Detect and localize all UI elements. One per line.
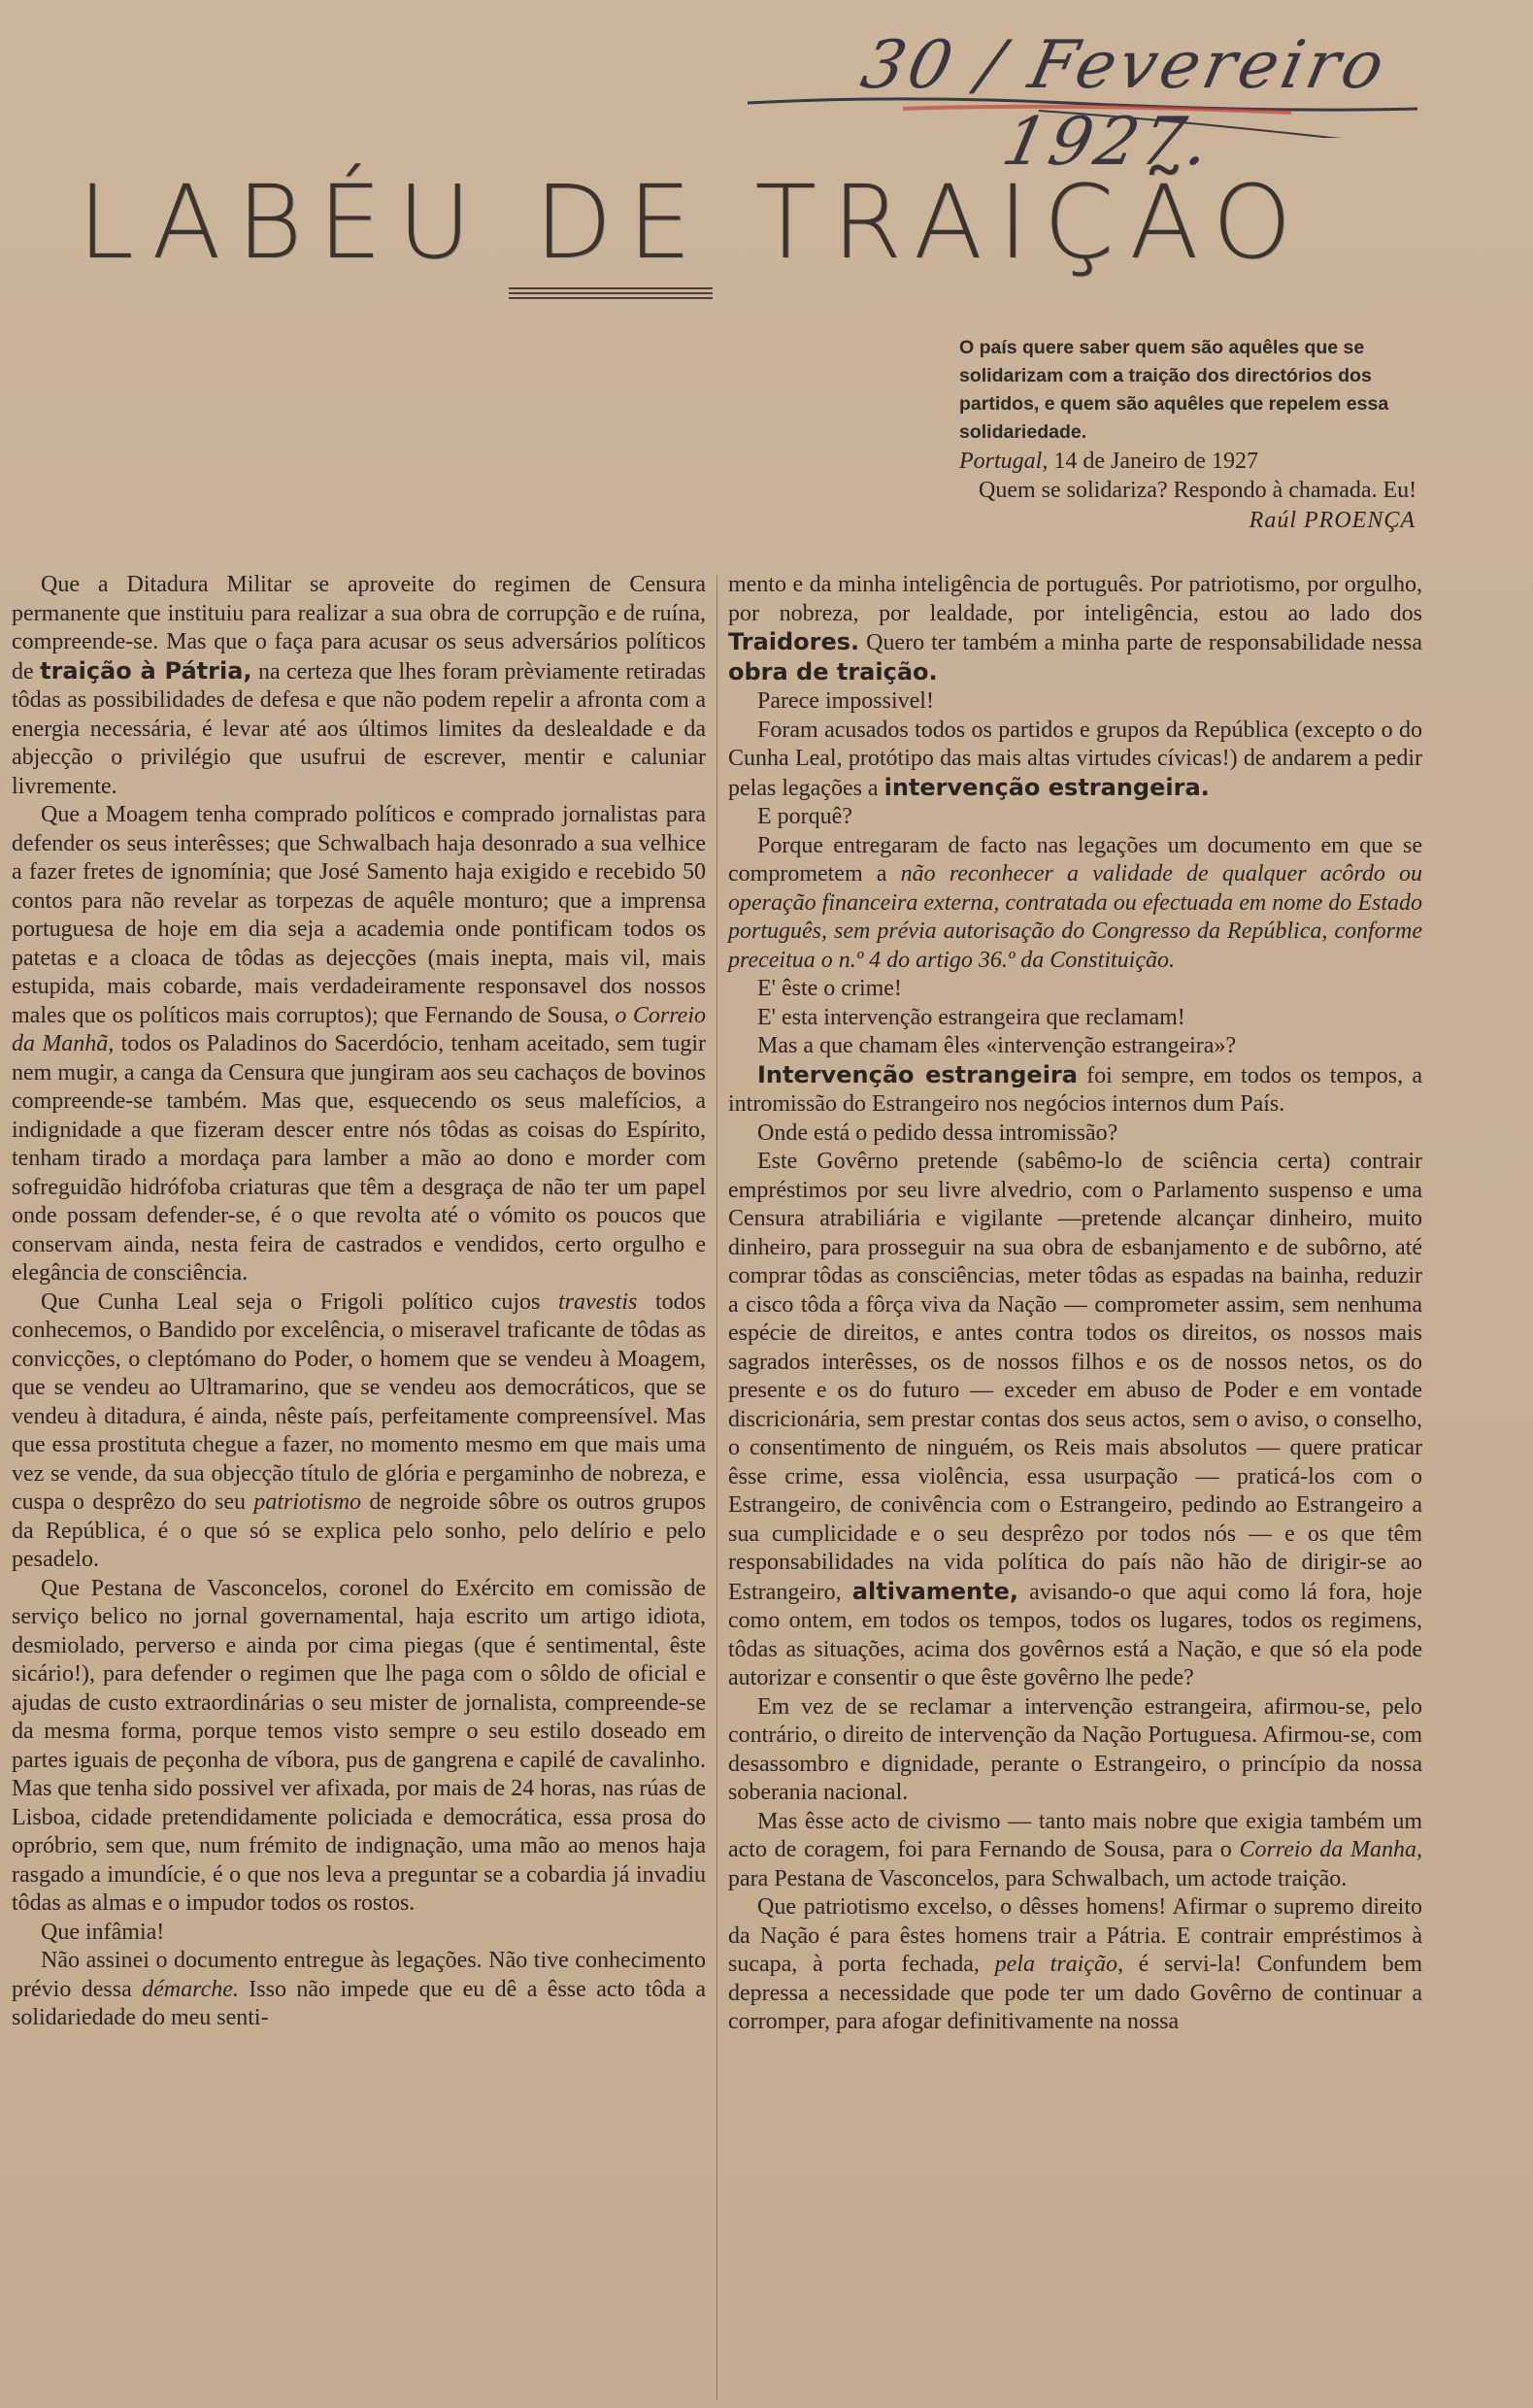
right-paragraph-4: [728, 803, 1422, 832]
text-run-bold: intervenção estrangeira.: [883, 773, 1210, 801]
text-run: Parece impossivel!: [757, 688, 934, 714]
text-run-italic: pela traição,: [994, 1952, 1123, 1977]
right-paragraph-12: [728, 1693, 1422, 1808]
left-paragraph-3: [12, 1288, 706, 1575]
text-run: Em vez de se reclamar a intervenção estrangeira, afirmou-se, pelo contrário, o direito de intervenção da Nação Portuguesa. Afirmou-se, com desassombro e dignidade, perante o Estrangeiro, o princípio da nossa soberania nacional.: [728, 1693, 1422, 1805]
left-paragraph-4: [12, 1575, 706, 1919]
handwritten-underline: [748, 21, 1485, 138]
text-run-bold: Intervenção estrangeira: [757, 1060, 1078, 1088]
text-run: de negroide sôbre os outros grupos da República, é o que só se explica pelo sonho, pelo delírio e pelo pesadelo.: [12, 1489, 706, 1572]
right-paragraph-1: [728, 571, 1422, 687]
epigraph: [959, 334, 1425, 536]
right-paragraph-7: [728, 1004, 1422, 1033]
right-paragraph-10: [728, 1120, 1422, 1149]
left-paragraph-6: [12, 1947, 706, 2033]
left-paragraph-5: [12, 1919, 706, 1948]
text-run: Que Pestana de Vasconcelos, coronel do Exército em comissão de serviço belico no jornal governamental, haja escrito um artigo idiota, desmiolado, perverso e ainda por cima piegas (que é sentimental, êste sicário!), para defender o regimen que lhe paga com o sôldo de oficial e ajudas de custo extraordinárias o seu mister de jornalista, compreende-se da mesma forma, porque temos visto sempre o seu estilo doseado em partes iguais de peçonha de víbora, pus de gangrena e capilé de cavalinho. Mas que tenha sido possivel ver afixada, por mais de 24 horas, nas rúas de Lisboa, cidade pretendidamente policiada e democrática, essa prosa do opróbrio, sem que, num frémito de indignação, uma mão ao menos haja rasgado a imundície, é o que nos leva a preguntar se a cobardia já invadiu tôdas as almas e o impudor todos os rostos.: [12, 1575, 706, 1916]
text-run-italic: patriotismo: [253, 1489, 362, 1515]
right-paragraph-3: [728, 717, 1422, 804]
text-run: E' esta intervenção estrangeira que reclamam!: [757, 1004, 1185, 1030]
headline-rule: [509, 287, 713, 303]
text-run: todos conhecemos, o Bandido por excelência, o miseravel traficante de tôdas as convicções, o cleptómano do Poder, o homem que se vendeu à Moagem, que se vendeu ao Ultramarino, que se vendeu aos democráticos, que se vendeu à ditadura, é ainda, nêste país, perfeitamente compreensível. Mas que essa prostituta chegue a fazer, no momento mesmo em que mais uma vez se vende, da sua objecção título de glória e pergaminho de nobreza, e cuspa o desprêzo do seu: [12, 1288, 706, 1515]
headline-title: LABÉU DE TRAIÇÃO: [78, 163, 1308, 282]
text-run-italic: Correio da Manha,: [1239, 1837, 1423, 1862]
text-run-italic: travestis: [558, 1288, 638, 1315]
right-paragraph-13: [728, 1808, 1422, 1894]
left-column: [12, 571, 706, 2033]
text-run: avisando-o que aqui como lá fora, hoje como ontem, em todos os tempos, todos os lugares, todos os regimens, tôdas as situações, acima dos govêrnos está a Nação, e que só ela pode autorizar e consentir o que êste govêrno lhe pede?: [728, 1579, 1423, 1690]
text-run: Que patriotismo excelso, o dêsses homens! Afirmar o supremo direito da Nação é para êstes homens trair a Pátria. E contrair empréstimos à sucapa, à porta fechada,: [728, 1894, 1422, 1977]
right-paragraph-9: [728, 1061, 1422, 1120]
handwritten-date-text: 30 / Fevereiro 1927.: [854, 27, 1395, 181]
right-paragraph-14: [728, 1893, 1422, 2037]
right-paragraph-11: [728, 1148, 1422, 1693]
text-run: Quero ter também a minha parte de responsabilidade nessa: [859, 630, 1422, 655]
text-run: Que a Moagem tenha comprado políticos e comprado jornalistas para defender os seus interêsses; que Schwalbach haja desonrado a sua velhice a fazer fretes de ignomínia; que José Samento haja exigido e recebido 50 contos para não revelar as torpezas de aquêle monturo; que a imprensa portuguesa de hoje em dia seja a academia onde pontificam todos os patetas e a cloaca de tôdas as dejecções (mais inepta, mais vil, mais estupida, mais cobarde, mais verdadeiramente responsavel dos nossos males que os políticos mais corruptos); que Fernando de Sousa,: [12, 802, 706, 1028]
text-run: Onde está o pedido dessa intromissão?: [757, 1120, 1118, 1146]
text-run: Foram acusados todos os partidos e grupos da República (excepto o do Cunha Leal, protótipo das mais altas virtudes cívicas!) de andarem a pedir pelas legações a: [728, 717, 1422, 801]
text-run: Este Govêrno pretende (sabêmo-lo de sciência certa) contrair empréstimos por seu livre alvedrio, com o Parlamento suspenso e uma Censura atrabiliária e vigilante —pretende alcançar dinheiro, muito dinheiro, para prosseguir na sua obra de esbanjamento e de subôrno, até comprar tôdas as consciências, meter tôdas as espadas na bainha, reduzir a cisco tôda a fôrça viva da Nação — comprometer assim, sem nenhuma espécie de direitos, e antes contra todos os direitos, os nossos mais sagrados interêsses, os de nossos filhos e os de nossos netos, os do presente e os do futuro — exceder em abuso de Poder e em vontade discricionária, sem prestar contas dos seus actos, sem o aviso, o conselho, o consentimento de ninguém, os Reis mais absolutos — quere praticar êsse crime, essa violência, essa usurpação — praticá-los com o Estrangeiro, de conivência com o Estrangeiro, pedindo ao Estrangeiro a sua cumplicidade e o seu desprêzo por todos nós — e os que têm responsabilidades na vida política do país não hão de dirigir-se ao Estrangeiro,: [728, 1149, 1422, 1605]
epigraph-text: O país quere saber quem são aquêles que se solidarizam com a traição dos directórios dos partidos, e quem são aquêles que repelem essa solidariedade.: [959, 337, 1389, 443]
text-run: mento e da minha inteligência de português. Por patriotismo, por orgulho, por nobreza, por lealdade, por inteligência, estou ao lado dos: [728, 572, 1422, 626]
text-run-bold: Traidores.: [728, 628, 860, 655]
text-run: Que infâmia!: [41, 1919, 165, 1945]
right-column: [728, 571, 1422, 2037]
text-run-bold: obra de traição.: [728, 657, 938, 686]
left-paragraph-1: [12, 571, 706, 801]
right-paragraph-5: [728, 832, 1422, 976]
left-paragraph-2: [12, 801, 706, 1288]
right-paragraph-2: [728, 687, 1422, 717]
right-paragraph-8: [728, 1032, 1422, 1061]
text-run: é servi-la! Confundem bem depressa a necessidade que pode ter um dado Govêrno de continuar a corromper, para afogar definitivamente na nossa: [728, 1952, 1422, 2034]
text-run: Porque entregaram de facto nas legações um documento em que se comprometem a: [728, 832, 1422, 886]
text-run: Que Cunha Leal seja o Frigoli político cujos: [41, 1288, 559, 1315]
text-run: Não assinei o documento entregue às legações. Não tive conhecimento prévio dessa: [12, 1948, 706, 2002]
text-run: E' êste o crime!: [757, 976, 902, 1001]
epigraph-place: Portugal,: [959, 449, 1049, 474]
text-run: E porquê?: [757, 804, 852, 829]
text-run-bold: altivamente,: [851, 1577, 1018, 1605]
text-run-italic: démarche.: [142, 1976, 239, 2002]
text-run: Mas a que chamam êles «intervenção estrangeira»?: [757, 1033, 1237, 1058]
text-run: Isso não impede que eu dê a êsse acto tôda a solidariedade do meu senti-: [12, 1976, 706, 2030]
text-run: na certeza que lhes foram prèviamente retiradas tôdas as possibilidades de defesa e que não podem repelir a afronta com a energia necessária, é levar até aos últimos limites da deslealdade e da abjecção o privilégio que usufrui de escrever, mentir e caluniar livremente.: [12, 658, 706, 799]
text-run: Que a Ditadura Militar se aproveite do regimen de Censura permanente que instituiu para realizar a sua obra de corrupção e de ruína, compreende-se. Mas que o faça para acusar os seus adversários políticos de: [12, 572, 706, 685]
text-run-italic: o Correio da Manhã,: [12, 1002, 706, 1056]
text-run-italic: não reconhecer a validade de qualquer acôrdo ou operação financeira externa, contratada ou efectuada em nome do Estado português, sem prévia autorisação do Congresso da República, conforme preceitua o n.º 4 do artigo 36.º da Constituição.: [728, 861, 1422, 973]
text-run: para Pestana de Vasconcelos, para Schwalbach, um actode traição.: [728, 1865, 1348, 1891]
text-run: Mas êsse acto de civismo — tanto mais nobre que exigia também um acto de coragem, foi para Fernando de Sousa, para o: [728, 1808, 1422, 1862]
epigraph-date: 14 de Janeiro de 1927: [1048, 449, 1258, 474]
epigraph-author: Raúl PROENÇA: [1249, 508, 1416, 533]
text-run-bold: traição à Pátria,: [40, 656, 252, 685]
handwritten-date-note: [748, 21, 1485, 181]
text-run: foi sempre, em todos os tempos, a intromissão do Estrangeiro nos negócios internos dum País.: [728, 1062, 1422, 1117]
epigraph-dateline: [959, 447, 1425, 476]
right-paragraph-6: [728, 975, 1422, 1004]
text-run: todos os Paladinos do Sacerdócio, tenham aceitado, sem tugir nem mugir, a canga da Censura que jungiram aos seu cachaços de bovinos compreende-se também. Mas que, esquecendo os seus malefícios, a indignidade a que fizeram descer entre nós tôdas as coisas do Espírito, tenham tirado a mordaça para lamber a mão ao dono e morder com sofreguidão hidrófoba criaturas que têm a desgraça de não ter um papel onde possam defender-se, é o que revolta até o vómito os poucos que conservam ainda, nesta feira de castrados e vendidos, certo orgulho e elegância de consciência.: [12, 1031, 706, 1286]
epigraph-reply: Quem se solidariza? Respondo à chamada. Eu!: [979, 478, 1417, 503]
